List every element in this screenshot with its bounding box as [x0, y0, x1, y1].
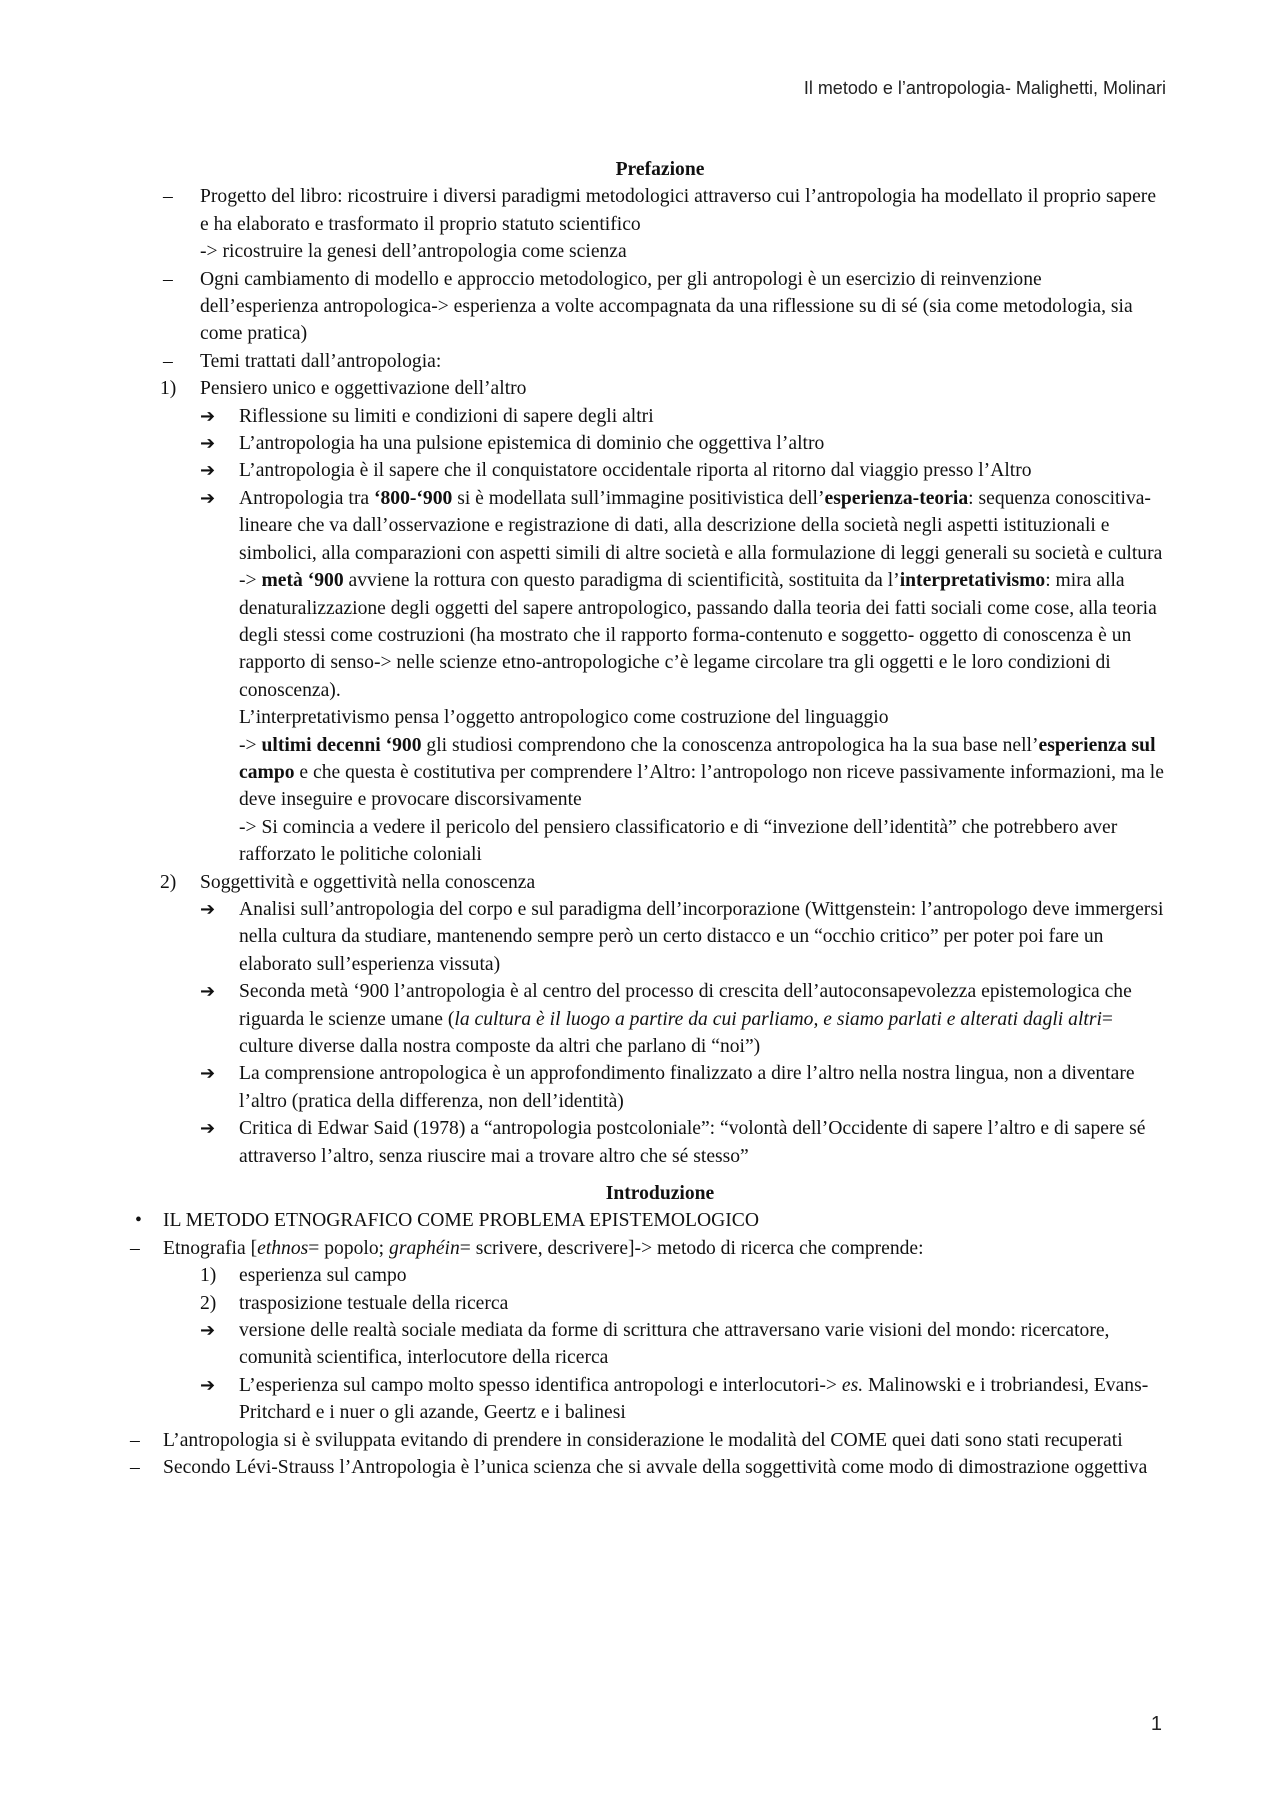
arrow-item-text: Riflessione su limiti e condizioni di sapere degli altri	[239, 405, 654, 427]
arrow-item	[0, 457, 1280, 484]
bold-text: metà ‘900	[261, 570, 344, 592]
bullet-item	[0, 1207, 1280, 1234]
arrow-item	[0, 1372, 1280, 1427]
section-title-prefazione: Prefazione	[615, 159, 705, 180]
text-run: L’esperienza sul campo molto spesso identifica antropologi e interlocutori->	[239, 1374, 842, 1396]
text-run: Etnografia [	[163, 1237, 258, 1259]
dash-marker: –	[163, 350, 173, 372]
italic-text: graphéin	[389, 1237, 460, 1259]
arrow-item	[0, 978, 1280, 1060]
arrow-item-text	[239, 1372, 1169, 1427]
item-text: L’antropologia si è sviluppata evitando di prendere in considerazione le modalità del COME quei dati sono stati recuperati	[163, 1429, 1123, 1451]
numbered-item	[0, 1262, 1280, 1289]
text-run: ->	[239, 570, 262, 592]
text-run: e che questa è costitutiva per comprendere l’Altro: l’antropologo non riceve passivamente informazioni, ma le deve inseguire e provocare discorsivamente	[239, 761, 1164, 811]
arrow-item-text: L’antropologia è il sapere che il conquistatore occidentale riporta al ritorno dal viaggio presso l’Altro	[239, 460, 1032, 482]
numbered-item-title: Soggettività e oggettività nella conoscenza	[200, 871, 536, 893]
bold-text: interpretativismo	[899, 570, 1046, 592]
arrow-item	[0, 1317, 1280, 1372]
numbered-item	[0, 1290, 1280, 1317]
text-run: = culture diverse dalla nostra composte da altri che parlano di “noi”)	[239, 1008, 1113, 1057]
arrow-item-text: L’antropologia ha una pulsione epistemica di dominio che oggettiva l’altro	[239, 433, 825, 455]
arrow-right-icon: ➔	[200, 1063, 216, 1085]
text-run: Malinowski e i trobriandesi, Evans-Pritchard e i nuer o gli azande, Geertz e i balinesi	[239, 1374, 1149, 1424]
number-marker: 2)	[160, 871, 177, 893]
list-item	[0, 1427, 1280, 1454]
page-number: 1	[1150, 1713, 1162, 1735]
dash-marker: –	[163, 186, 173, 208]
arrow-right-icon: ➔	[200, 981, 216, 1003]
text-run: = popolo;	[308, 1237, 390, 1259]
document-body	[0, 156, 1280, 1482]
item-text: Temi trattati dall’antropologia:	[200, 350, 442, 372]
text-run: : mira alla denaturalizzazione degli oggetti del sapere antropologico, passando dalla teoria dei fatti sociali come cose, alla teoria degli stessi come costruzioni (ha mostrato che il rapporto forma-contenuto e soggetto- oggetto di conoscenza è un rapporto di senso-> nelle scienze etno-antropologiche c’è legame circolare tra gli oggetti e le loro condizioni di conoscenza).	[239, 570, 1157, 701]
text-run: Antropologia tra	[239, 487, 374, 509]
bold-text: esperienza-teoria	[824, 487, 969, 509]
italic-text: la cultura è il luogo a partire da cui parliamo, e siamo parlati e alterati dagli altri	[454, 1008, 1102, 1030]
section-title-introduzione: Introduzione	[605, 1183, 715, 1205]
item-text: Progetto del libro: ricostruire i diversi paradigmi metodologici attraverso cui l’antropologia ha modellato il proprio sapere e ha elaborato e trasformato il proprio statuto scientifico	[200, 186, 1157, 235]
arrow-right-icon: ➔	[200, 898, 216, 920]
text-run: avviene la rottura con questo paradigma di scientificità, sostituita da l’	[343, 570, 900, 592]
text-run: ->	[239, 734, 262, 756]
arrow-item-paragraph	[239, 732, 1169, 814]
arrow-item	[0, 1115, 1280, 1170]
number-marker: 2)	[200, 1292, 217, 1314]
item-text: Secondo Lévi-Strauss l’Antropologia è l’unica scienza che si avvale della soggettività come modo di dimostrazione oggettiva	[163, 1457, 1148, 1479]
list-item	[0, 1454, 1280, 1481]
arrow-item-text: Analisi sull’antropologia del corpo e sul paradigma dell’incorporazione (Wittgenstein: l’antropologo deve immergersi nella cultura da studiare, mantenendo sempre però un certo distacco e un “occhio critico” per poter poi fare un elaborato sull’esperienza vissuta)	[239, 898, 1164, 975]
item-text	[163, 1235, 1163, 1262]
arrow-item-text: La comprensione antropologica è un approfondimento finalizzato a dire l’altro nella nostra lingua, non a diventare l’altro (pratica della differenza, non dell’identità)	[239, 1063, 1135, 1112]
arrow-right-icon: ➔	[200, 1374, 216, 1396]
arrow-right-icon: ➔	[200, 405, 216, 427]
arrow-item-paragraph: -> Si comincia a vedere il pericolo del pensiero classificatorio e di “invezione dell’identità” che potrebbero aver rafforzato le politiche coloniali	[239, 816, 1118, 866]
dash-marker: –	[130, 1237, 140, 1259]
number-marker: 1)	[200, 1265, 217, 1287]
arrow-right-icon: ➔	[200, 460, 216, 482]
arrow-item	[0, 430, 1280, 457]
numbered-item	[0, 869, 1280, 896]
bullet-item-text: IL METODO ETNOGRAFICO COME PROBLEMA EPISTEMOLOGICO	[163, 1210, 759, 1232]
numbered-item-text: trasposizione testuale della ricerca	[239, 1292, 509, 1314]
dash-marker: –	[130, 1429, 140, 1451]
numbered-item	[0, 375, 1280, 402]
list-item	[0, 183, 1280, 265]
page-header: Il metodo e l’antropologia- Malighetti, Molinari	[803, 78, 1166, 98]
bullet-marker: •	[135, 1210, 142, 1232]
text-run: = scrivere, descrivere]-> metodo di ricerca che comprende:	[459, 1237, 924, 1259]
list-item	[0, 1235, 1280, 1262]
arrow-right-icon: ➔	[200, 487, 216, 509]
bold-text: esperienza sul campo	[239, 734, 1156, 783]
arrow-item-paragraph: L’interpretativismo pensa l’oggetto antropologico come costruzione del linguaggio	[239, 707, 889, 729]
text-run: : sequenza conoscitiva-lineare che va dall’osservazione e registrazione di dati, alla descrizione della società negli aspetti istituzionali e simbolici, alla comparazioni con aspetti simili di altre società e alla formulazione di leggi generali su società e cultura	[239, 487, 1163, 564]
italic-text: es.	[841, 1374, 864, 1396]
list-item	[0, 266, 1280, 348]
arrow-right-icon: ➔	[200, 1320, 216, 1342]
arrow-item-text: Critica di Edwar Said (1978) a “antropologia postcoloniale”: “volontà dell’Occidente di sapere l’altro e di sapere sé attraverso l’altro, senza riuscire mai a trovare altro che sé stesso”	[239, 1118, 1146, 1167]
numbered-item-title: Pensiero unico e oggettivazione dell’altro	[200, 378, 527, 400]
arrow-item-text	[239, 485, 1169, 567]
item-subtext: -> ricostruire la genesi dell’antropologia come scienza	[200, 241, 627, 263]
arrow-item	[0, 403, 1280, 430]
arrow-item-paragraph	[239, 567, 1169, 704]
dash-marker: –	[163, 268, 173, 290]
arrow-right-icon: ➔	[200, 433, 216, 455]
number-marker: 1)	[160, 378, 177, 400]
text-run: gli studiosi comprendono che la conoscenza antropologica ha la sua base nell’	[421, 734, 1039, 756]
bold-text: ultimi decenni ‘900	[261, 734, 422, 756]
arrow-item	[0, 485, 1280, 869]
list-item	[0, 348, 1280, 375]
arrow-item	[0, 1060, 1280, 1115]
dash-marker: –	[130, 1457, 140, 1479]
bold-text: ‘800-‘900	[373, 487, 453, 509]
text-run: si è modellata sull’immagine positivistica dell’	[452, 487, 825, 509]
item-text: Ogni cambiamento di modello e approccio metodologico, per gli antropologi è un esercizio di reinvenzione dell’esperienza antropologica-> esperienza a volte accompagnata da una riflessione su di sé (sia come metodologia, sia come pratica)	[200, 268, 1133, 345]
numbered-item-text: esperienza sul campo	[239, 1265, 407, 1287]
arrow-item	[0, 896, 1280, 978]
arrow-right-icon: ➔	[200, 1118, 216, 1140]
arrow-item-text: versione delle realtà sociale mediata da forme di scrittura che attraversano varie visioni del mondo: ricercatore, comunità scientifica, interlocutore della ricerca	[239, 1320, 1110, 1369]
text-run: Seconda metà ‘900 l’antropologia è al centro del processo di crescita dell’autoconsapevolezza epistemologica che riguarda le scienze umane (	[239, 981, 1132, 1030]
arrow-item-text	[239, 978, 1169, 1060]
italic-text: ethnos	[257, 1237, 309, 1259]
